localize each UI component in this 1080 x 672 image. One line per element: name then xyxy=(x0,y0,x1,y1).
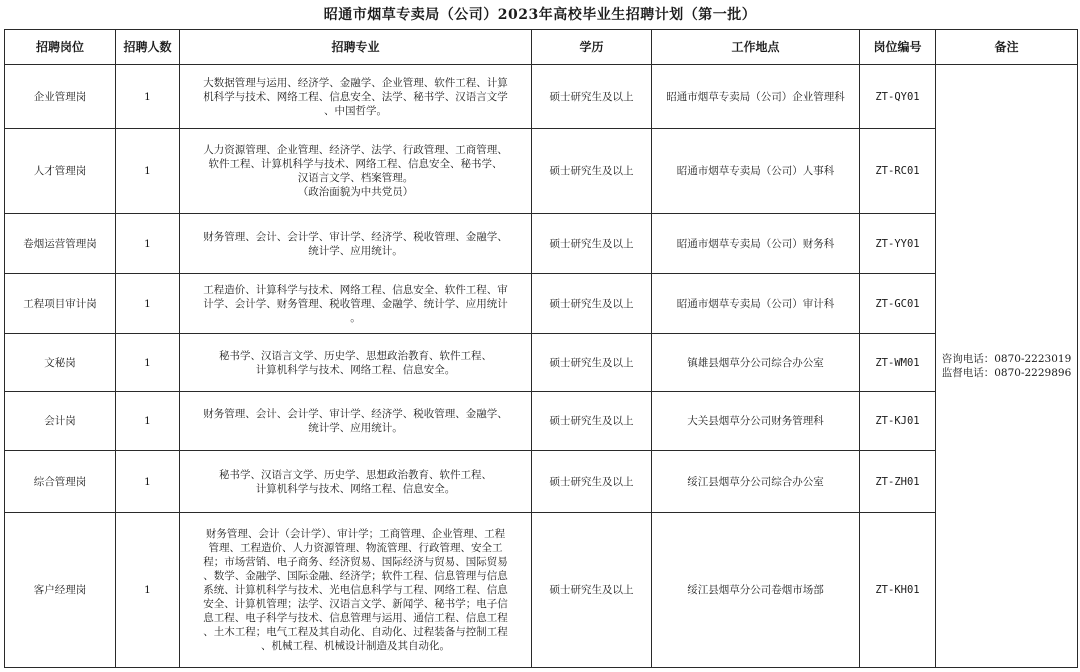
cell-post: 卷烟运营管理岗 xyxy=(5,214,116,274)
major-line: 安全、计算机管理；法学、汉语言文学、新闻学、秘书学；电子信 xyxy=(203,598,508,610)
document-title: 昭通市烟草专卖局（公司）2023年高校毕业生招聘计划（第一批） xyxy=(323,7,757,23)
major-line: 统计学、应用统计。 xyxy=(308,422,403,434)
major-line: 。 xyxy=(350,311,361,324)
major-line: 息工程、电子科学与技术、信息管理与运用、通信工程、信息工程 xyxy=(203,612,508,624)
table-row xyxy=(5,214,1078,274)
header-count: 招聘人数 xyxy=(116,30,180,65)
cell-location: 绥江县烟草分公司卷烟市场部 xyxy=(652,513,860,668)
major-line: 统计学、应用统计。 xyxy=(308,244,403,257)
cell-majors xyxy=(180,513,532,668)
cell-code: ZT-YY01 xyxy=(860,214,936,274)
header-code: 岗位编号 xyxy=(860,30,936,65)
cell-location: 昭通市烟草专卖局（公司）人事科 xyxy=(652,129,860,214)
table-row xyxy=(5,451,1078,513)
header-post: 招聘岗位 xyxy=(5,30,116,65)
major-line: 财务管理、会计（会计学）、审计学；工商管理、企业管理、工程 xyxy=(205,528,506,540)
cell-post: 综合管理岗 xyxy=(5,451,116,513)
cell-code: ZT-KH01 xyxy=(860,513,936,668)
table-row xyxy=(5,334,1078,392)
major-line: 计学、会计学、财务管理、税收管理、金融学、统计学、应用统计 xyxy=(203,297,508,310)
cell-count: 1 xyxy=(116,513,180,668)
cell-majors xyxy=(180,334,532,392)
table-row xyxy=(5,513,1078,668)
recruitment-table xyxy=(4,29,1078,668)
table-row xyxy=(5,129,1078,214)
cell-education: 硕士研究生及以上 xyxy=(532,334,652,392)
header-majors: 招聘专业 xyxy=(180,30,532,65)
major-line: 财务管理、会计、会计学、审计学、经济学、税收管理、金融学、 xyxy=(203,230,508,243)
cell-code: ZT-QY01 xyxy=(860,65,936,129)
major-line: 工程造价、计算科学与技术、网络工程、信息安全、软件工程、审 xyxy=(203,283,508,296)
cell-majors xyxy=(180,274,532,334)
major-line: 机科学与技术、网络工程、信息安全、法学、秘书学、汉语言文学 xyxy=(203,90,508,103)
cell-code: ZT-GC01 xyxy=(860,274,936,334)
major-line: 大数据管理与运用、经济学、金融学、企业管理、软件工程、计算 xyxy=(203,76,508,89)
major-line: 程；市场营销、电子商务、经济贸易、国际经济与贸易、国际贸易 xyxy=(203,556,508,568)
cell-code: ZT-WM01 xyxy=(860,334,936,392)
cell-majors xyxy=(180,451,532,513)
cell-majors xyxy=(180,214,532,274)
cell-code: ZT-KJ01 xyxy=(860,392,936,451)
table-row xyxy=(5,65,1078,129)
cell-education: 硕士研究生及以上 xyxy=(532,129,652,214)
cell-post: 客户经理岗 xyxy=(5,513,116,668)
major-line: 计算机科学与技术、网络工程、信息安全。 xyxy=(255,482,456,495)
major-line: 秘书学、汉语言文学、历史学、思想政治教育、软件工程、 xyxy=(219,468,492,481)
major-line: 软件工程、计算机科学与技术、网络工程、信息安全、秘书学、 xyxy=(208,158,503,170)
cell-location: 大关县烟草分公司财务管理科 xyxy=(652,392,860,451)
cell-majors xyxy=(180,129,532,214)
header-row xyxy=(5,30,1078,65)
cell-post: 文秘岗 xyxy=(5,334,116,392)
major-line: 、机械工程、机械设计制造及其自动化。 xyxy=(261,640,450,652)
major-line: （政治面貌为中共党员） xyxy=(297,186,414,198)
major-line: 、土木工程；电气工程及其自动化、自动化、过程装备与控制工程 xyxy=(203,626,508,638)
cell-post: 人才管理岗 xyxy=(5,129,116,214)
cell-location: 昭通市烟草专卖局（公司）审计科 xyxy=(652,274,860,334)
cell-location: 昭通市烟草专卖局（公司）财务科 xyxy=(652,214,860,274)
cell-count: 1 xyxy=(116,129,180,214)
cell-count: 1 xyxy=(116,65,180,129)
major-line: 人力资源管理、企业管理、经济学、法学、行政管理、工商管理、 xyxy=(203,144,508,156)
cell-code: ZT-ZH01 xyxy=(860,451,936,513)
cell-remarks xyxy=(936,65,1078,668)
cell-education: 硕士研究生及以上 xyxy=(532,451,652,513)
cell-count: 1 xyxy=(116,334,180,392)
major-line: 、中国哲学。 xyxy=(324,104,387,117)
consult-phone: 咨询电话：0870-2223019 xyxy=(941,353,1072,365)
cell-education: 硕士研究生及以上 xyxy=(532,214,652,274)
supervise-phone: 监督电话：0870-2229896 xyxy=(941,367,1072,379)
table-row xyxy=(5,392,1078,451)
cell-location: 镇雄县烟草分公司综合办公室 xyxy=(652,334,860,392)
cell-code: ZT-RC01 xyxy=(860,129,936,214)
major-line: 财务管理、会计、会计学、审计学、经济学、税收管理、金融学、 xyxy=(203,408,508,420)
cell-post: 会计岗 xyxy=(5,392,116,451)
cell-majors xyxy=(180,392,532,451)
cell-education: 硕士研究生及以上 xyxy=(532,274,652,334)
major-line: 汉语言文学、档案管理。 xyxy=(297,172,414,184)
header-education: 学历 xyxy=(532,30,652,65)
cell-post: 工程项目审计岗 xyxy=(5,274,116,334)
cell-count: 1 xyxy=(116,214,180,274)
major-line: 系统、计算机科学与技术、光电信息科学与工程、网络工程、信息 xyxy=(203,584,508,596)
major-line: 计算机科学与技术、网络工程、信息安全。 xyxy=(255,363,456,376)
cell-count: 1 xyxy=(116,274,180,334)
cell-location: 昭通市烟草专卖局（公司）企业管理科 xyxy=(652,65,860,129)
cell-post: 企业管理岗 xyxy=(5,65,116,129)
cell-education: 硕士研究生及以上 xyxy=(532,392,652,451)
table-row xyxy=(5,274,1078,334)
major-line: 管理、工程造价、人力资源管理、物流管理、行政管理、安全工 xyxy=(208,542,503,554)
cell-education: 硕士研究生及以上 xyxy=(532,65,652,129)
major-line: 、数学、金融学、国际金融、经济学；软件工程、信息管理与信息 xyxy=(203,570,508,582)
cell-majors xyxy=(180,65,532,129)
cell-count: 1 xyxy=(116,451,180,513)
cell-count: 1 xyxy=(116,392,180,451)
header-location: 工作地点 xyxy=(652,30,860,65)
cell-location: 绥江县烟草分公司综合办公室 xyxy=(652,451,860,513)
header-remarks: 备注 xyxy=(936,30,1078,65)
major-line: 秘书学、汉语言文学、历史学、思想政治教育、软件工程、 xyxy=(219,349,492,362)
cell-education: 硕士研究生及以上 xyxy=(532,513,652,668)
